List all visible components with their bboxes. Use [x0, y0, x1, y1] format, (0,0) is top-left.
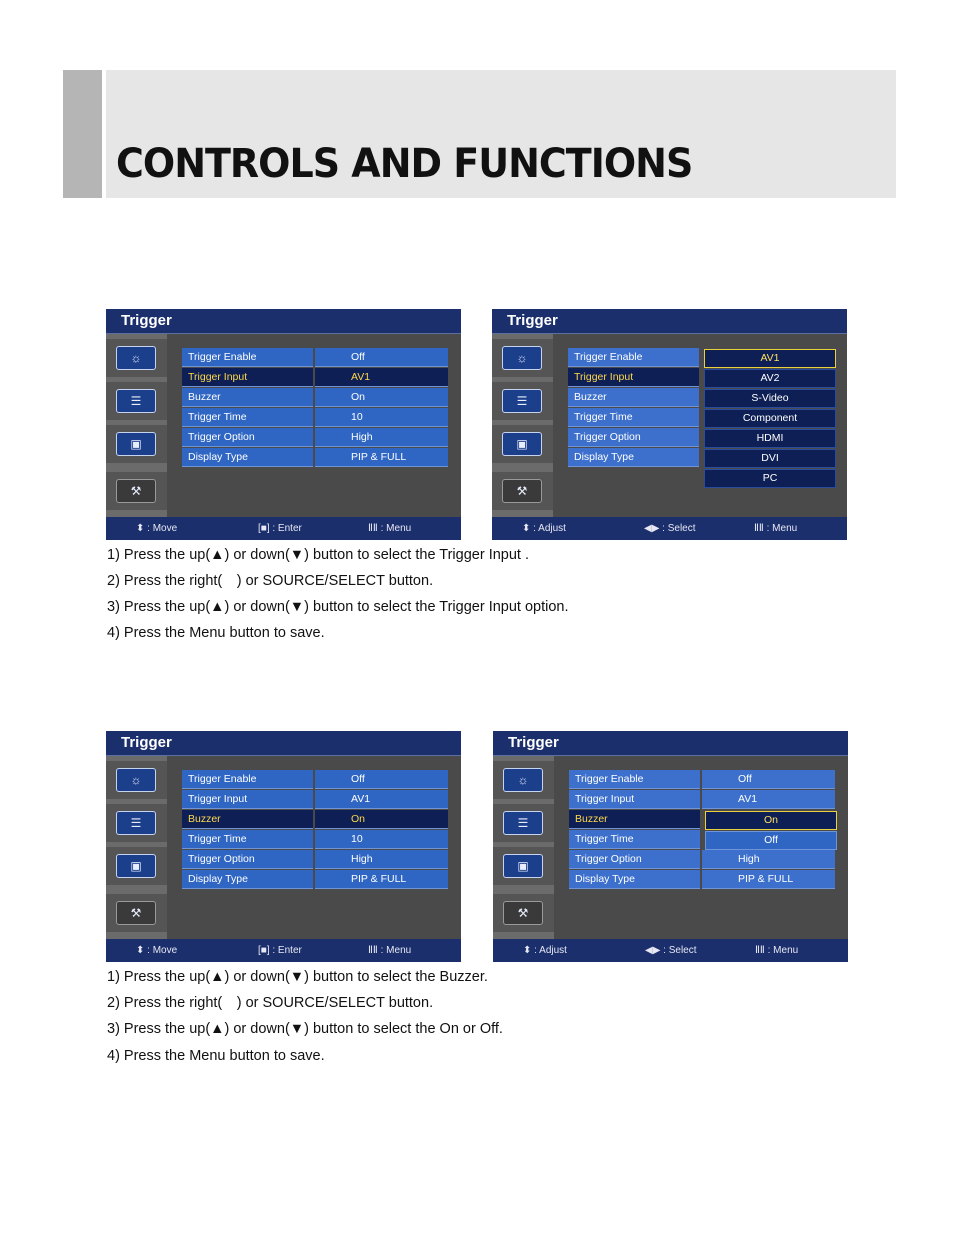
menu-label: Trigger Option [568, 428, 699, 447]
menu-label: Trigger Time [569, 830, 700, 849]
osd-titlebar [492, 309, 847, 334]
menu-label: Trigger Enable [568, 348, 699, 367]
osd-titlebar [493, 731, 848, 756]
osd-sidebar [492, 334, 553, 517]
menu-label: Trigger Input [182, 790, 313, 809]
osd-sidebar [106, 334, 167, 517]
footer-move-hint: ⬍ : Move [136, 523, 178, 534]
menu-value: Off [702, 770, 835, 789]
tools-icon[interactable]: ⚒ [493, 894, 554, 932]
instruction-step: 2) Press the right( ) or SOURCE/SELECT button. [107, 995, 434, 1011]
tools-icon[interactable]: ⚒ [492, 472, 553, 510]
menu-value: AV1 [315, 790, 448, 809]
option-component[interactable]: Component [704, 409, 836, 428]
option-av2[interactable]: AV2 [704, 369, 836, 388]
option-on[interactable]: On [705, 811, 837, 830]
list-icon[interactable]: ☰ [106, 804, 167, 842]
footer-adjust-hint: ⬍ : Adjust [522, 523, 566, 534]
menu-label: Trigger Option [182, 850, 313, 869]
osd-title: Trigger [121, 312, 172, 329]
menu-label: Buzzer [182, 810, 313, 829]
footer-select-hint: ◀▶ : Select [644, 523, 696, 534]
option-av1[interactable]: AV1 [704, 349, 836, 368]
settings-icon[interactable]: ☼ [493, 761, 554, 799]
osd-footer [492, 517, 847, 540]
menu-value: High [315, 428, 448, 447]
instruction-step: 1) Press the up(▲) or down(▼) button to select the Trigger Input . [107, 547, 530, 563]
menu-label: Trigger Time [568, 408, 699, 427]
menu-row-trigger-option[interactable] [569, 850, 837, 869]
page-title: CONTROLS AND FUNCTIONS [116, 140, 693, 187]
instruction-step: 3) Press the up(▲) or down(▼) button to select the Trigger Input option. [107, 599, 569, 615]
osd-screen-trigger-input-options [492, 309, 847, 540]
menu-row-display-type[interactable] [182, 870, 450, 889]
menu-value: 10 [315, 830, 448, 849]
menu-row-display-type[interactable] [182, 448, 450, 467]
menu-row-buzzer[interactable] [182, 810, 450, 829]
menu-value: On [315, 810, 448, 829]
osd-sidebar [106, 756, 167, 939]
option-hdmi[interactable]: HDMI [704, 429, 836, 448]
menu-value: 10 [315, 408, 448, 427]
menu-label: Buzzer [568, 388, 699, 407]
osd-titlebar [106, 731, 461, 756]
picture-icon[interactable]: ▣ [493, 847, 554, 885]
menu-row-display-type[interactable] [569, 870, 837, 889]
option-pc[interactable]: PC [704, 469, 836, 488]
osd-screen-buzzer [106, 731, 461, 962]
menu-value: High [315, 850, 448, 869]
menu-row-trigger-time[interactable] [182, 408, 450, 427]
footer-adjust-hint: ⬍ : Adjust [523, 945, 567, 956]
menu-label: Trigger Enable [182, 770, 313, 789]
menu-row-trigger-input[interactable] [569, 790, 837, 809]
menu-label: Trigger Time [182, 408, 313, 427]
header-tab [63, 70, 106, 198]
footer-enter-hint: [■] : Enter [258, 945, 302, 956]
menu-label: Trigger Input [569, 790, 700, 809]
tools-icon[interactable]: ⚒ [106, 472, 167, 510]
menu-value: AV1 [315, 368, 448, 387]
picture-icon[interactable]: ▣ [106, 847, 167, 885]
osd-title: Trigger [507, 312, 558, 329]
list-icon[interactable]: ☰ [492, 382, 553, 420]
menu-value: PIP & FULL [315, 870, 448, 889]
footer-menu-hint: ⅡⅡ : Menu [754, 523, 798, 534]
footer-move-hint: ⬍ : Move [136, 945, 178, 956]
menu-row-trigger-enable[interactable] [182, 348, 450, 367]
osd-title: Trigger [121, 734, 172, 751]
option-s-video[interactable]: S-Video [704, 389, 836, 408]
option-off[interactable]: Off [705, 831, 837, 850]
menu-label: Trigger Input [568, 368, 699, 387]
osd-footer [493, 939, 848, 962]
osd-footer [106, 939, 461, 962]
menu-row-trigger-enable[interactable] [182, 770, 450, 789]
footer-enter-hint: [■] : Enter [258, 523, 302, 534]
footer-select-hint: ◀▶ : Select [645, 945, 697, 956]
picture-icon[interactable]: ▣ [492, 425, 553, 463]
settings-icon[interactable]: ☼ [106, 339, 167, 377]
settings-icon[interactable]: ☼ [492, 339, 553, 377]
menu-label: Trigger Input [182, 368, 313, 387]
menu-label: Trigger Time [182, 830, 313, 849]
menu-row-trigger-option[interactable] [182, 428, 450, 447]
menu-row-trigger-time[interactable] [182, 830, 450, 849]
instruction-step: 4) Press the Menu button to save. [107, 625, 325, 641]
osd-title: Trigger [508, 734, 559, 751]
menu-value: Off [315, 348, 448, 367]
menu-value: On [315, 388, 448, 407]
menu-row-buzzer[interactable] [182, 388, 450, 407]
menu-value: AV1 [702, 790, 835, 809]
menu-label: Trigger Option [569, 850, 700, 869]
osd-screen-buzzer-options [493, 731, 848, 962]
instruction-step: 3) Press the up(▲) or down(▼) button to select the On or Off. [107, 1021, 503, 1037]
footer-menu-hint: ⅡⅡ : Menu [368, 523, 412, 534]
menu-label: Buzzer [569, 810, 700, 829]
menu-row-trigger-option[interactable] [182, 850, 450, 869]
menu-label: Trigger Enable [569, 770, 700, 789]
footer-menu-hint: ⅡⅡ : Menu [368, 945, 412, 956]
tools-icon[interactable]: ⚒ [106, 894, 167, 932]
menu-row-trigger-input[interactable] [182, 368, 450, 387]
osd-footer [106, 517, 461, 540]
menu-value: Off [315, 770, 448, 789]
instruction-step: 4) Press the Menu button to save. [107, 1048, 325, 1064]
instruction-step: 2) Press the right( ) or SOURCE/SELECT button. [107, 573, 434, 589]
settings-icon[interactable]: ☼ [106, 761, 167, 799]
osd-screen-trigger-input [106, 309, 461, 540]
menu-row-trigger-enable[interactable] [569, 770, 837, 789]
list-icon[interactable]: ☰ [106, 382, 167, 420]
menu-row-trigger-input[interactable] [182, 790, 450, 809]
instruction-step: 1) Press the up(▲) or down(▼) button to select the Buzzer. [107, 969, 488, 985]
menu-label: Trigger Enable [182, 348, 313, 367]
menu-label: Trigger Option [182, 428, 313, 447]
menu-value: PIP & FULL [702, 870, 835, 889]
menu-label: Display Type [569, 870, 700, 889]
list-icon[interactable]: ☰ [493, 804, 554, 842]
menu-label: Display Type [182, 448, 313, 467]
footer-menu-hint: ⅡⅡ : Menu [755, 945, 799, 956]
menu-label: Display Type [182, 870, 313, 889]
option-dvi[interactable]: DVI [704, 449, 836, 468]
osd-sidebar [493, 756, 554, 939]
menu-label: Display Type [568, 448, 699, 467]
menu-value: PIP & FULL [315, 448, 448, 467]
menu-label: Buzzer [182, 388, 313, 407]
osd-titlebar [106, 309, 461, 334]
menu-value: High [702, 850, 835, 869]
picture-icon[interactable]: ▣ [106, 425, 167, 463]
